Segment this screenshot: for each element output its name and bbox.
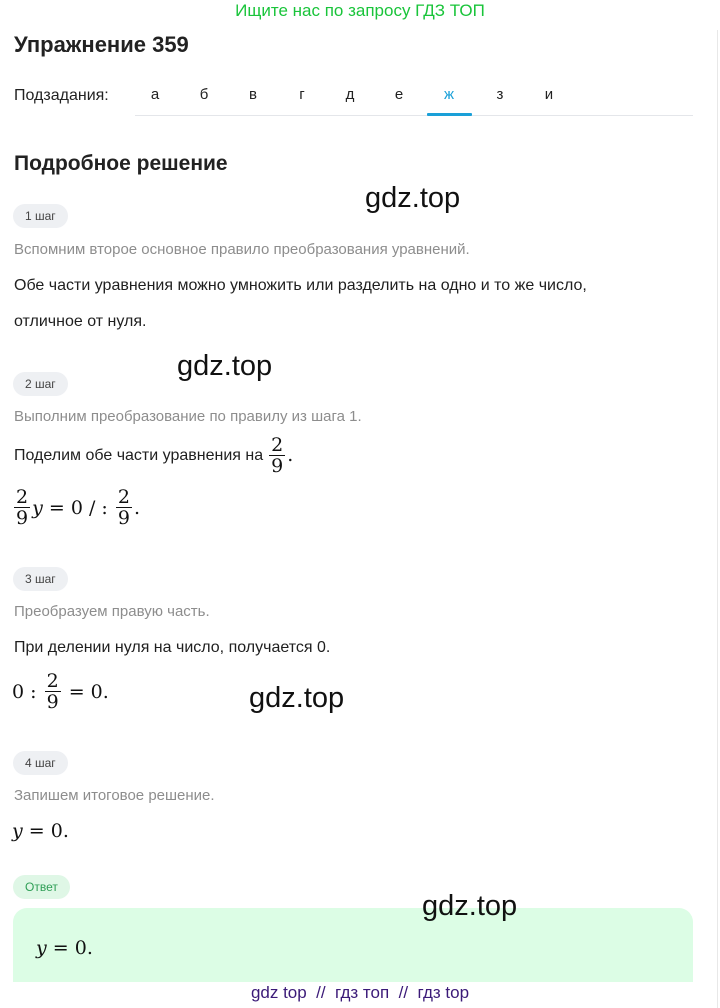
top-banner[interactable]: Ищите нас по запросу ГДЗ ТОП [235, 1, 485, 20]
step-2-fraction: $\frac{2}{9}$ . [271, 434, 294, 477]
step-2-text [14, 436, 293, 476]
subtasks-divider [135, 115, 693, 116]
answer-badge: Ответ [13, 875, 70, 899]
tab-d[interactable]: д [345, 86, 355, 103]
step-1-text-line1: Обе части уравнения можно умножить или разделить на одно и то же число, [14, 277, 587, 294]
step-3-equation: 0 : $\frac{2}{9}$ = 0. [12, 670, 109, 713]
watermark-3: gdz.top [249, 682, 345, 714]
watermark-1: gdz.top [365, 182, 461, 214]
footer-links[interactable]: gdz top // гдз топ // гдз top [250, 983, 470, 1002]
step-4-hint: Запишем итоговое решение. [14, 787, 215, 804]
watermark-4: gdz.top [422, 890, 518, 922]
step-4-equation: y = 0. [12, 820, 69, 842]
step-3-badge: 3 шаг [13, 567, 68, 591]
tab-e[interactable]: е [394, 86, 404, 103]
active-tab-underline [427, 113, 472, 116]
right-border [717, 30, 718, 1008]
step-3-hint: Преобразуем правую часть. [14, 603, 210, 620]
tab-z[interactable]: з [496, 86, 504, 103]
tab-zh-active[interactable]: ж [443, 86, 455, 103]
page-title: Упражнение 359 [14, 32, 189, 57]
step-2-text-label: Поделим обе части уравнения на [14, 447, 264, 464]
answer-box [13, 908, 693, 982]
subtasks-label: Подзадания: [14, 87, 109, 104]
tab-g[interactable]: г [299, 86, 305, 103]
step-1-hint: Вспомним второе основное правило преобразования уравнений. [14, 241, 470, 258]
step-1-badge: 1 шаг [13, 204, 68, 228]
tab-i[interactable]: и [544, 86, 554, 103]
answer-equation: y = 0. [36, 937, 93, 959]
tab-a[interactable]: а [150, 86, 160, 103]
step-3-text: При делении нуля на число, получается 0. [14, 639, 331, 656]
step-2-hint: Выполним преобразование по правилу из шага 1. [14, 408, 362, 425]
solution-heading: Подробное решение [14, 152, 228, 175]
tab-v[interactable]: в [249, 86, 257, 103]
step-4-badge: 4 шаг [13, 751, 68, 775]
step-2-equation: $\frac{2}{9}$ y = 0 / : $\frac{2}{9}$ . [16, 486, 140, 529]
watermark-2: gdz.top [177, 350, 273, 382]
tab-b[interactable]: б [199, 86, 209, 103]
step-1-text-line2: отличное от нуля. [14, 313, 147, 330]
step-2-badge: 2 шаг [13, 372, 68, 396]
